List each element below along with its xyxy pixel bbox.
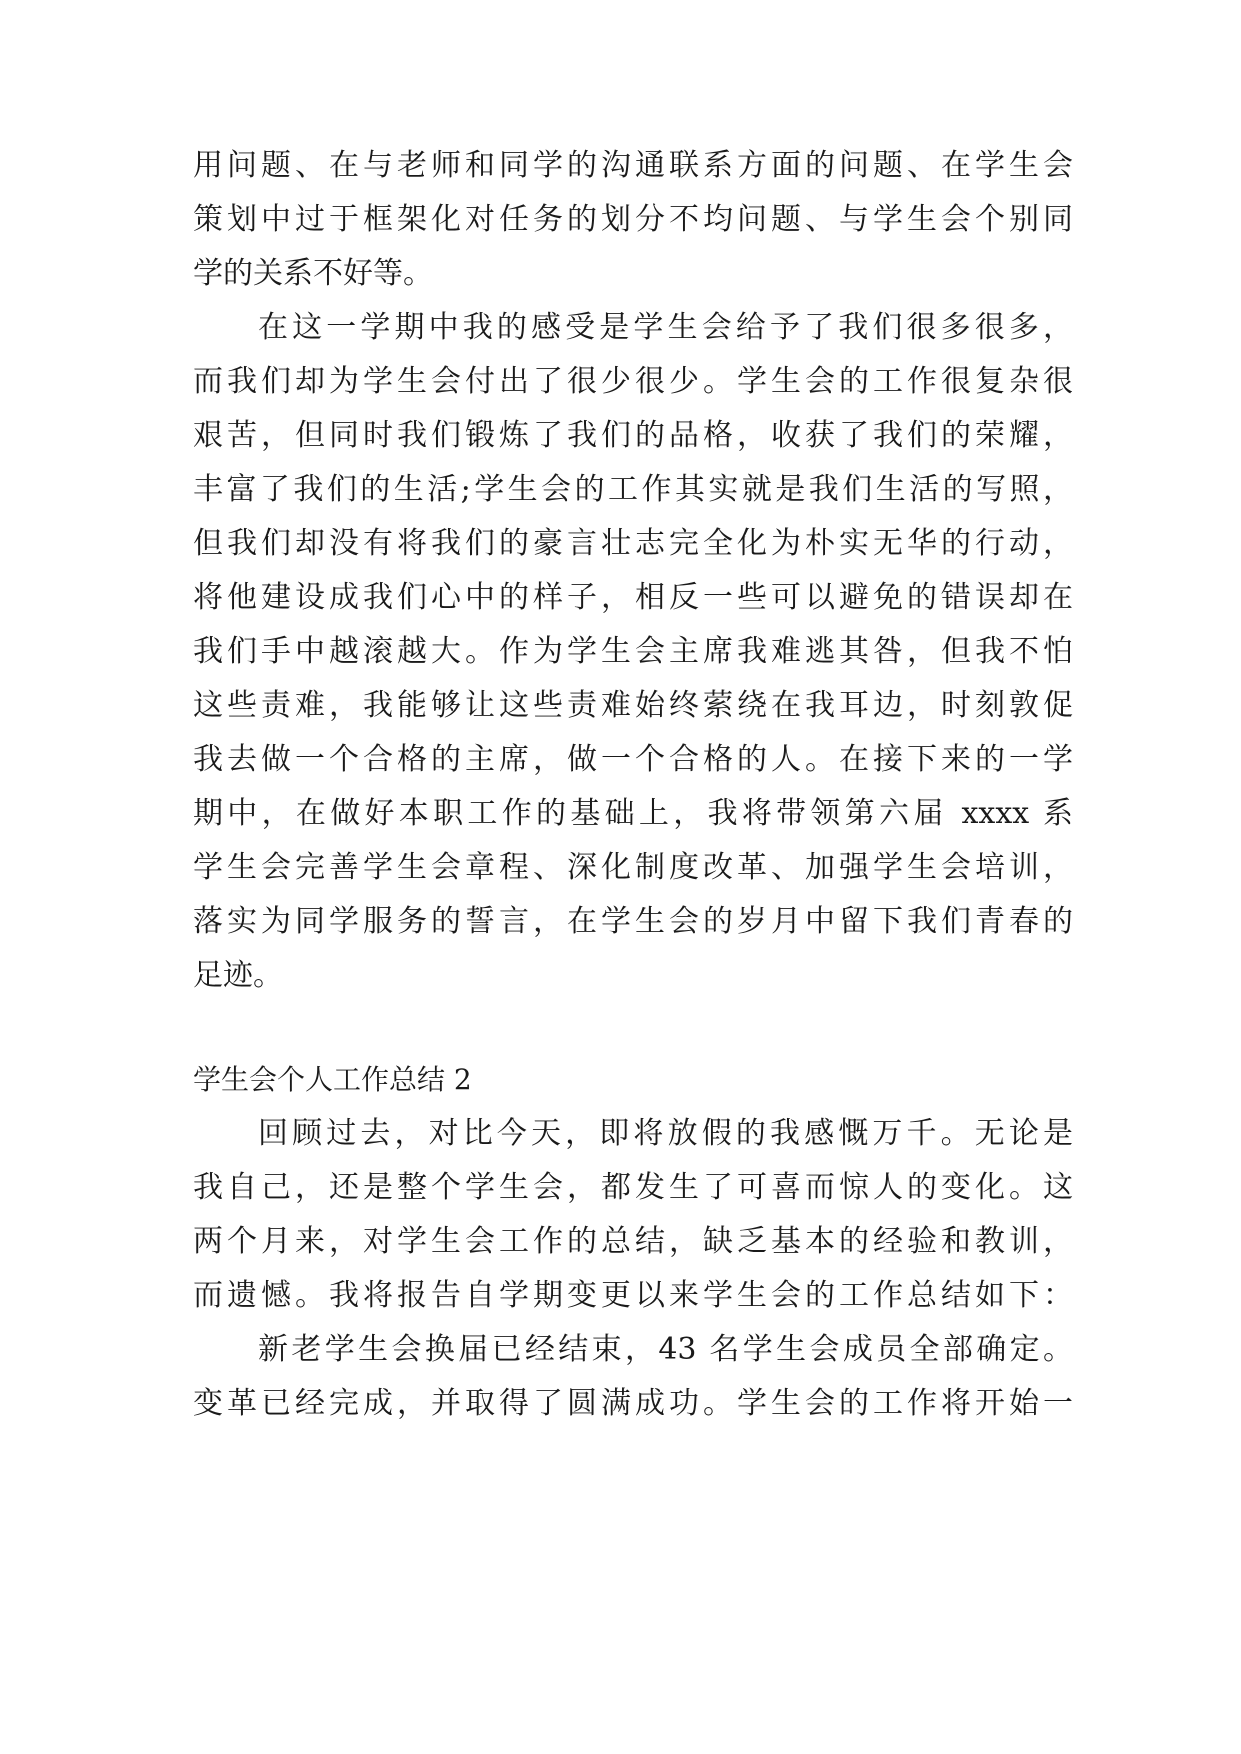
paragraph-2-line-4: 丰富了我们的生活;学生会的工作其实就是我们生活的写照， <box>193 472 1073 507</box>
paragraph-2-line-6: 将他建设成我们心中的样子，相反一些可以避免的错误却在 <box>193 580 1073 615</box>
paragraph-2-line-8: 这些责难，我能够让这些责难始终萦绕在我耳边，时刻敦促 <box>193 688 1073 723</box>
paragraph-2-line-7: 我们手中越滚越大。作为学生会主席我难逃其咎，但我不怕 <box>193 634 1073 669</box>
paragraph-1-line-2: 策划中过于框架化对任务的划分不均问题、与学生会个别同 <box>193 202 1073 237</box>
paragraph-2-line-11: 学生会完善学生会章程、深化制度改革、加强学生会培训， <box>193 850 1073 885</box>
paragraph-2-line-1: 在这一学期中我的感受是学生会给予了我们很多很多， <box>258 310 1073 345</box>
paragraph-1-line-1: 用问题、在与老师和同学的沟通联系方面的问题、在学生会 <box>193 148 1073 183</box>
paragraph-3-line-1: 回顾过去，对比今天，即将放假的我感慨万千。无论是 <box>258 1116 1073 1151</box>
paragraph-2-line-10: 期中，在做好本职工作的基础上，我将带领第六届 xxxx 系 <box>193 796 1073 831</box>
paragraph-3-line-4: 而遗憾。我将报告自学期变更以来学生会的工作总结如下： <box>193 1278 1073 1313</box>
paragraph-4-line-2: 变革已经完成，并取得了圆满成功。学生会的工作将开始一 <box>193 1386 1073 1421</box>
paragraph-2-line-12: 落实为同学服务的誓言，在学生会的岁月中留下我们青春的 <box>193 904 1073 939</box>
paragraph-3-line-3: 两个月来，对学生会工作的总结，缺乏基本的经验和教训， <box>193 1224 1073 1259</box>
section-heading: 学生会个人工作总结 2 <box>193 1063 472 1096</box>
paragraph-1-line-3: 学的关系不好等。 <box>193 256 433 291</box>
paragraph-2-line-3: 艰苦，但同时我们锻炼了我们的品格，收获了我们的荣耀， <box>193 418 1073 453</box>
paragraph-2-line-2: 而我们却为学生会付出了很少很少。学生会的工作很复杂很 <box>193 364 1073 399</box>
paragraph-2-line-9: 我去做一个合格的主席，做一个合格的人。在接下来的一学 <box>193 742 1073 777</box>
paragraph-4-line-1: 新老学生会换届已经结束，43 名学生会成员全部确定。 <box>258 1332 1073 1367</box>
paragraph-2-line-13: 足迹。 <box>193 958 283 993</box>
paragraph-2-line-5: 但我们却没有将我们的豪言壮志完全化为朴实无华的行动， <box>193 526 1073 561</box>
paragraph-3-line-2: 我自己，还是整个学生会，都发生了可喜而惊人的变化。这 <box>193 1170 1073 1205</box>
